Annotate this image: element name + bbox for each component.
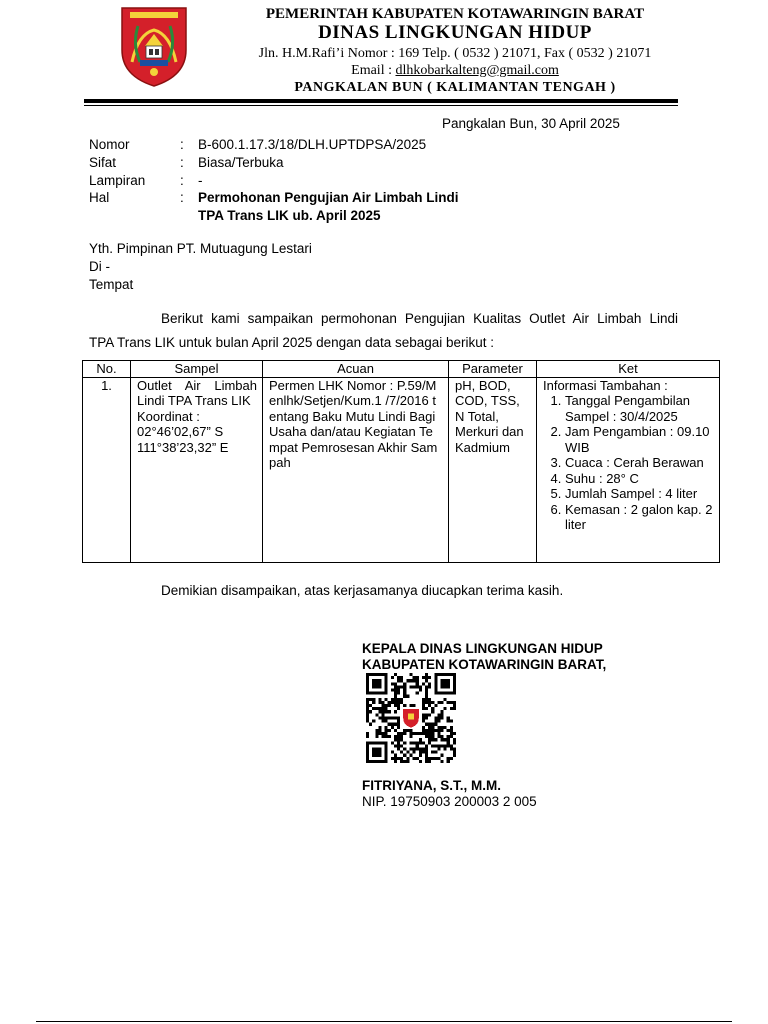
meta-label-lampiran: Lampiran [89,173,146,188]
ket-list [543,393,714,533]
ket-item: 6. Kemasan : 2 galon kap. 2 liter [565,502,714,533]
cell-ket [537,377,720,562]
cell-no: 1. [83,377,131,562]
meta-label-sifat: Sifat [89,155,117,170]
letterhead-divider-thin [84,105,678,106]
ket-item: 2. Jam Pengambian : 09.10 WIB [565,424,714,455]
addressee-di: Di - [89,259,110,274]
signatory-name: FITRIYANA, S.T., M.M. [362,778,502,793]
email-label: Email : [351,63,396,78]
sampel-coord-lon: 111°38’23,32” E [137,439,229,455]
cell-sampel [131,377,263,562]
cell-parameter: pH, BOD, COD, TSS, N Total, Merkuri dan Kadmium [449,377,537,562]
signatory-office: KABUPATEN KOTAWARINGIN BARAT, [362,657,607,672]
letterhead-city: PANGKALAN BUN ( KALIMANTAN TENGAH ) [294,80,616,95]
col-header-sampel: Sampel [131,361,263,378]
table-header-row [83,361,720,378]
ket-item: 1. Tanggal Pengambilan Sampel : 30/4/2025 [565,393,714,424]
letterhead-address: Jln. H.M.Rafi’i Nomor : 169 Telp. ( 0532 ) 21071, Fax ( 0532 ) 21071 [258,46,652,61]
col-header-acuan: Acuan [263,361,449,378]
meta-value-lampiran: - [198,173,203,188]
cell-acuan: Permen LHK Nomor : P.59/Menlhk/Setjen/Kum.1 /7/2016 tentang Baku Mutu Lindi Bagi Usaha dan/atau Kegiatan Tempat Pemrosesan Akhir Sampah [263,377,449,562]
meta-label-nomor: Nomor [89,137,130,152]
col-header-ket: Ket [537,361,720,378]
ket-title: Informasi Tambahan : [543,377,668,393]
letterhead-email [195,63,715,79]
meta-value-sifat: Biasa/Terbuka [198,155,284,170]
sampel-coord-lat: 02°46’02,67” S [137,424,224,439]
letterhead-government: PEMERINTAH KABUPATEN KOTAWARINGIN BARAT [265,6,645,22]
letterhead-agency: DINAS LINGKUNGAN HIDUP [318,22,592,43]
meta-colon: : [180,137,184,152]
regency-logo [118,4,190,88]
meta-value-nomor: B-600.1.17.3/18/DLH.UPTDPSA/2025 [198,137,427,152]
signatory-title: KEPALA DINAS LINGKUNGAN HIDUP [362,641,603,656]
sampel-location: Outlet Air Limbah Lindi TPA Trans LIK [137,377,257,408]
ket-item: 4. Suhu : 28° C [565,471,714,487]
signatory-nip: NIP. 19750903 200003 2 005 [362,794,537,809]
addressee-name: Yth. Pimpinan PT. Mutuagung Lestari [89,241,312,256]
body-paragraph-line2: TPA Trans LIK untuk bulan April 2025 dengan data sebagai berikut : [89,335,495,350]
qr-center-logo [400,707,422,729]
ket-item: 5. Jumlah Sampel : 4 liter [565,486,714,502]
sampel-coord-label: Koordinat : [137,408,200,424]
body-paragraph-line1: Berikut kami sampaikan permohonan Pengujian Kualitas Outlet Air Limbah Lindi [161,311,678,326]
closing-sentence: Demikian disampaikan, atas kerjasamanya diucapkan terima kasih. [161,583,564,598]
meta-colon: : [180,155,184,170]
meta-value-hal: Permohonan Pengujian Air Limbah Lindi [198,190,459,205]
email-link[interactable]: dlhkobarkalteng@gmail.com [395,63,559,78]
meta-value-hal-line2: TPA Trans LIK ub. April 2025 [198,208,381,223]
place-date: Pangkalan Bun, 30 April 2025 [442,116,620,131]
ket-item: 3. Cuaca : Cerah Berawan [565,455,714,471]
meta-colon: : [180,173,184,188]
meta-label-hal: Hal [89,190,110,205]
addressee-place: Tempat [89,277,134,292]
table-row [83,377,720,562]
letterhead-divider [84,99,678,103]
qr-code-signature [366,673,456,763]
col-header-parameter: Parameter [449,361,537,378]
sample-table [82,360,720,563]
meta-colon: : [180,190,184,205]
page-bottom-rule [36,1021,732,1022]
col-header-no: No. [83,361,131,378]
